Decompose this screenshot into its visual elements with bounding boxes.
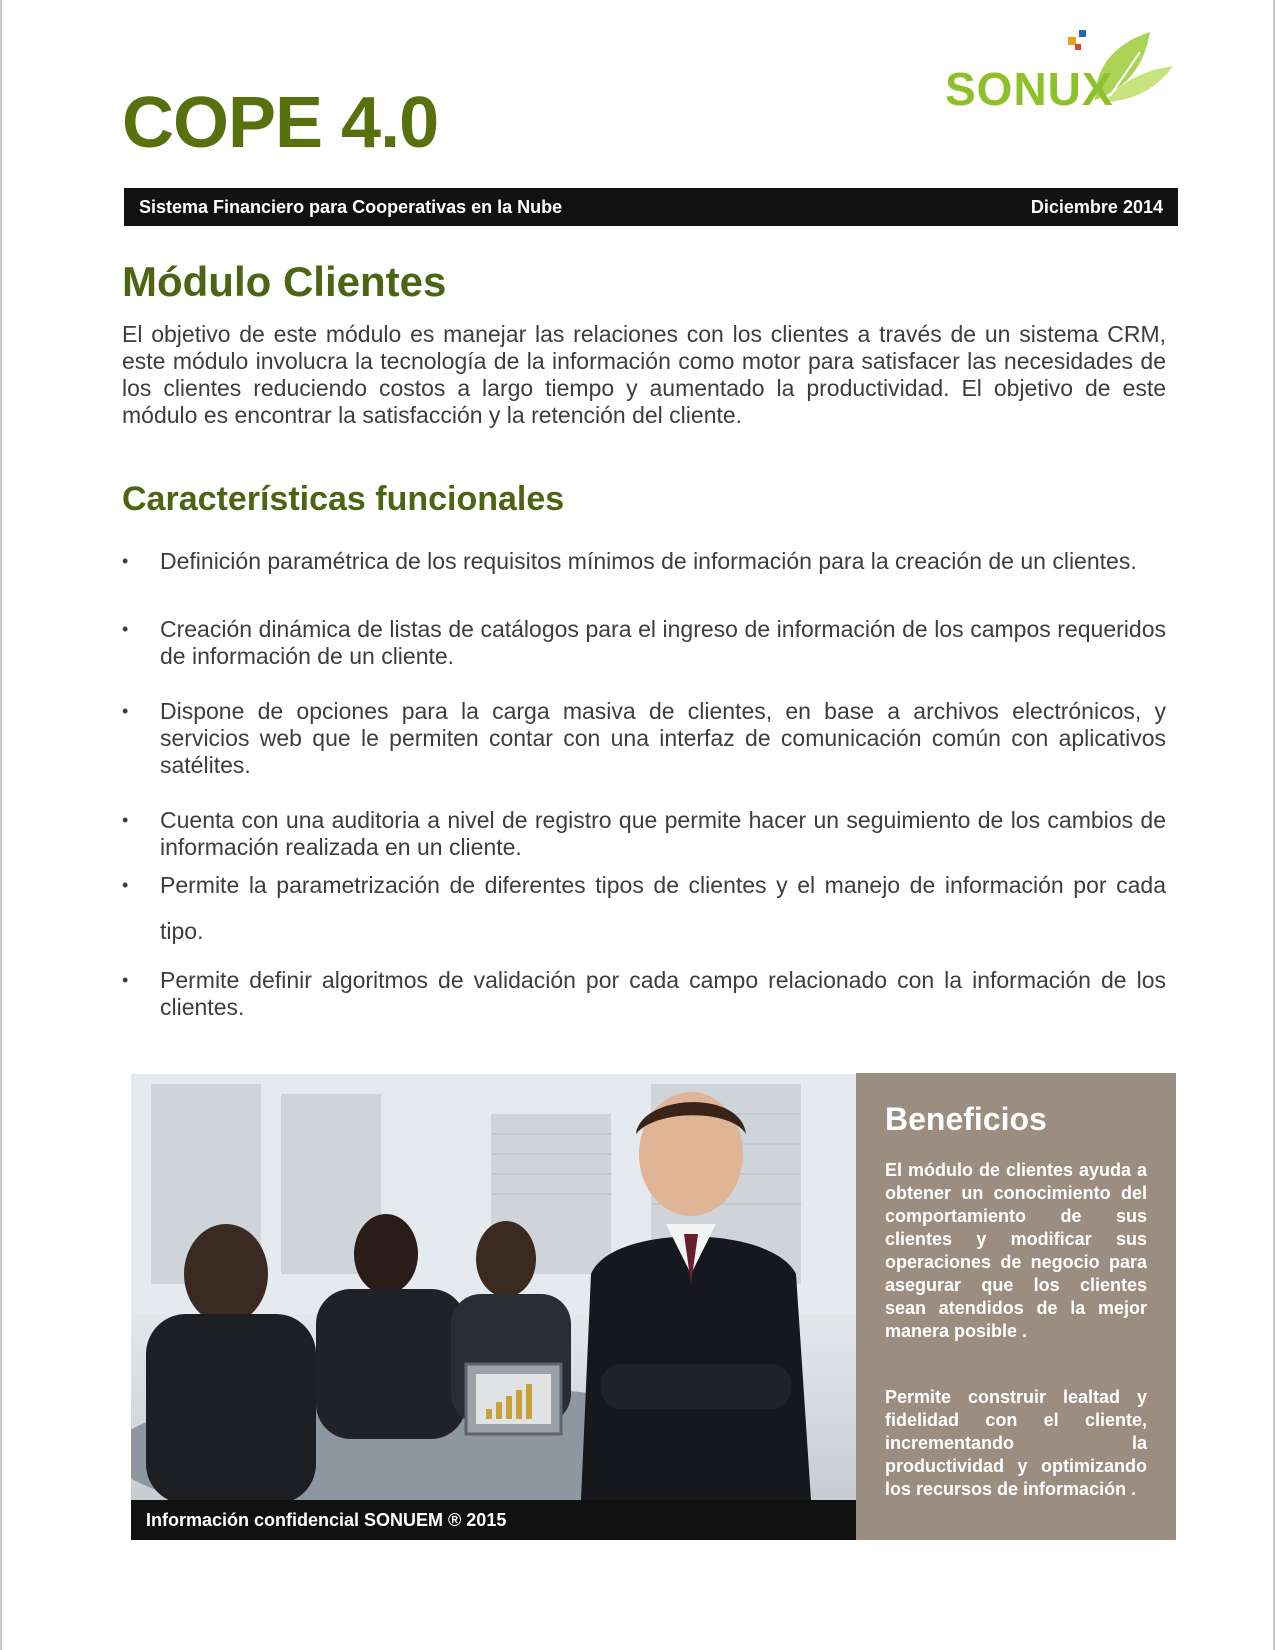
header-subtitle: Sistema Financiero para Cooperativas en la Nube xyxy=(139,197,563,217)
footer-bar xyxy=(131,1500,856,1540)
feature-item: • Creación dinámica de listas de catálogos para el ingreso de información de los campos requeridos de información de un cliente. xyxy=(122,616,1166,670)
feature-item: • Permite la parametrización de diferentes tipos de clientes y el manejo de información por cada tipo. xyxy=(122,862,1166,954)
header-date: Diciembre 2014 xyxy=(1030,197,1163,217)
header-bar xyxy=(124,188,1178,226)
business-meeting-photo xyxy=(131,1074,856,1500)
page-left-edge xyxy=(0,0,2,1650)
sonux-logo xyxy=(945,22,1185,115)
photo-illustration xyxy=(131,1074,856,1500)
features-title: Características funcionales xyxy=(122,480,565,518)
benefits-paragraph-2: Permite construir lealtad y fidelidad con el cliente, incrementando la productividad y optimizando los recursos de información . xyxy=(885,1387,1147,1499)
logo-text: SONUX xyxy=(945,63,1114,115)
feature-item: • Definición paramétrica de los requisitos mínimos de información para la creación de un clientes. xyxy=(122,548,1166,575)
feature-item: • Dispone de opciones para la carga masiva de clientes, en base a archivos electrónicos, y servicios web que le permiten contar con una interfaz de comunicación común con aplicativos satélites. xyxy=(122,698,1166,779)
document-title: COPE 4.0 xyxy=(122,83,439,163)
benefits-paragraph-1: El módulo de clientes ayuda a obtener un conocimiento del comportamiento de sus clientes y modificar sus operaciones de negocio para asegurar que los clientes sean atendidos de la mejor manera posible . xyxy=(885,1160,1147,1341)
benefits-title: Beneficios xyxy=(885,1101,1047,1137)
features-list xyxy=(122,548,1166,1021)
feature-item: • Permite definir algoritmos de validación por cada campo relacionado con la información de los clientes. xyxy=(122,967,1166,1021)
intro-paragraph: El objetivo de este módulo es manejar las relaciones con los clientes a través de un sistema CRM, este módulo involucra la tecnología de la información como motor para satisfacer las necesidades de los clientes reduciendo costos a largo tiempo y aumentado la productividad. El objetivo de este módulo es encontrar la satisfacción y la retención del cliente. xyxy=(122,321,1166,428)
benefits-panel xyxy=(856,1073,1176,1540)
feature-item: • Cuenta con una auditoria a nivel de registro que permite hacer un seguimiento de los cambios de información realizada en un cliente. xyxy=(122,807,1166,861)
footer-confidential-text: Información confidencial SONUEM ® 2015 xyxy=(146,1510,507,1530)
section-title: Módulo Clientes xyxy=(122,258,447,305)
